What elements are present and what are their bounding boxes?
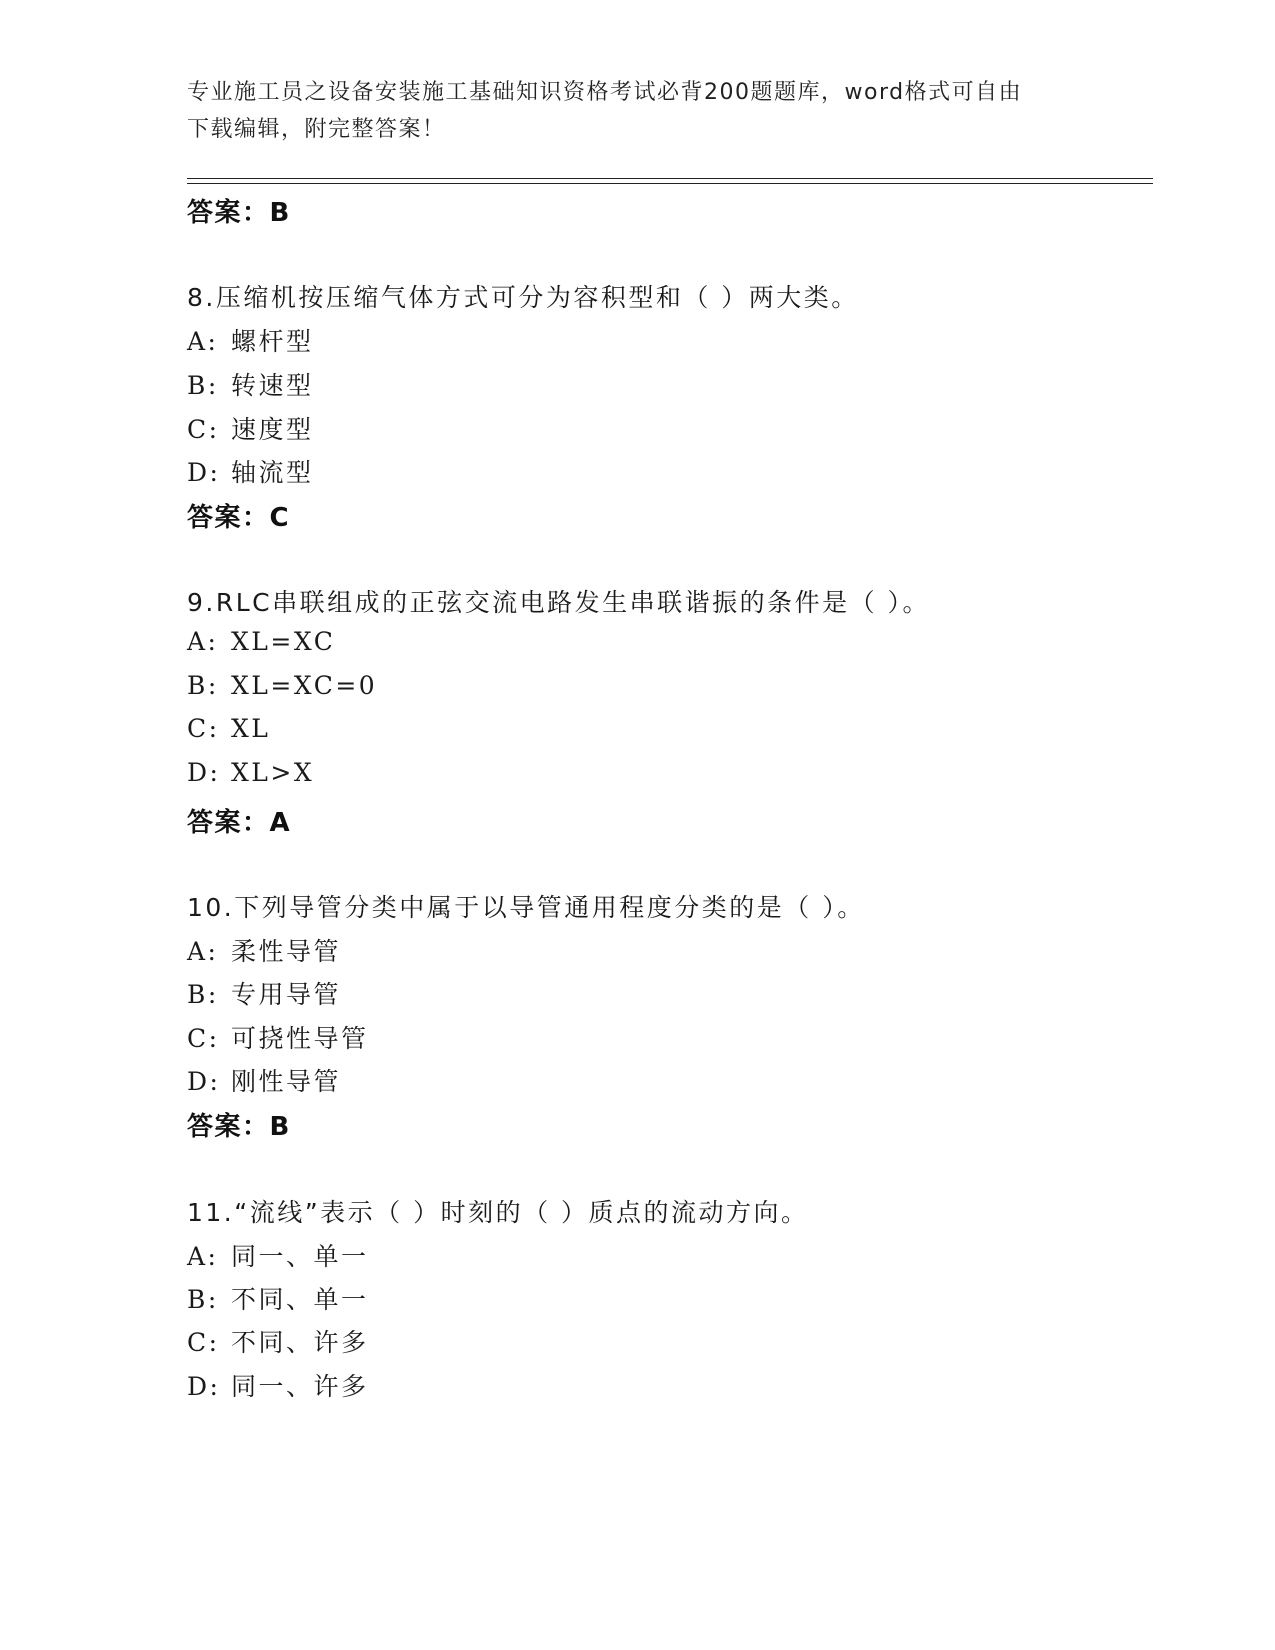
header-line-2: 下载编辑，附完整答案！	[187, 117, 446, 142]
option-b	[187, 975, 341, 1011]
answer-label: 答案：B	[187, 198, 291, 228]
option-c	[187, 1019, 369, 1055]
option-text: 同一、许多	[231, 1372, 369, 1401]
option-letter: D:	[187, 1067, 221, 1096]
header-divider-bottom	[187, 183, 1153, 184]
question-stem: 11.“流线”表示（ ）时刻的（ ）质点的流动方向。	[187, 1198, 809, 1227]
option-d	[187, 453, 314, 489]
option-a	[187, 322, 314, 358]
option-a	[187, 627, 335, 656]
option-text: 不同、许多	[231, 1328, 369, 1357]
question-stem: 8.压缩机按压缩气体方式可分为容积型和（ ）两大类。	[187, 283, 859, 312]
option-text: 转速型	[231, 371, 314, 400]
option-c	[187, 714, 270, 743]
option-text: 专用导管	[231, 980, 342, 1009]
option-d	[187, 1062, 341, 1098]
option-letter: C:	[187, 1024, 220, 1053]
option-d	[187, 1367, 369, 1403]
option-letter: A:	[187, 327, 219, 356]
option-text: 同一、单一	[231, 1242, 369, 1271]
option-c	[187, 410, 314, 446]
option-letter: A:	[187, 937, 219, 966]
document-header	[187, 74, 1087, 148]
option-letter: D:	[187, 758, 221, 787]
option-text: XL	[231, 714, 271, 743]
option-letter: A:	[187, 1242, 219, 1271]
option-letter: B:	[187, 1285, 219, 1314]
answer-label: 答案：A	[187, 808, 292, 838]
option-letter: C:	[187, 415, 220, 444]
option-b	[187, 671, 377, 700]
option-letter: C:	[187, 1328, 220, 1357]
option-letter: D:	[187, 1372, 221, 1401]
option-letter: D:	[187, 458, 221, 487]
option-text: 刚性导管	[231, 1067, 342, 1096]
header-divider-top	[187, 178, 1153, 179]
header-line-1: 专业施工员之设备安装施工基础知识资格考试必背200题题库，word格式可自由	[187, 80, 1023, 105]
option-text: 螺杆型	[231, 327, 314, 356]
option-a	[187, 932, 341, 968]
option-letter: C:	[187, 714, 220, 743]
option-text: XL>X	[231, 758, 315, 787]
question-stem: 9.RLC串联组成的正弦交流电路发生串联谐振的条件是（ ）。	[187, 588, 931, 617]
option-c	[187, 1323, 369, 1359]
option-text: 可挠性导管	[231, 1024, 369, 1053]
option-text: 速度型	[231, 415, 314, 444]
option-letter: B:	[187, 671, 219, 700]
question-stem: 10.下列导管分类中属于以导管通用程度分类的是（ ）。	[187, 893, 865, 922]
option-b	[187, 1280, 369, 1316]
option-text: 不同、单一	[231, 1285, 369, 1314]
option-a	[187, 1237, 369, 1273]
option-text: XL=XC	[231, 627, 336, 656]
option-text: 柔性导管	[231, 937, 342, 966]
answer-label: 答案：B	[187, 1112, 291, 1142]
option-letter: A:	[187, 627, 219, 656]
option-d	[187, 758, 314, 787]
option-b	[187, 366, 314, 402]
option-letter: B:	[187, 980, 219, 1009]
answer-label: 答案：C	[187, 503, 291, 533]
option-letter: B:	[187, 371, 219, 400]
option-text: XL=XC=0	[231, 671, 378, 700]
option-text: 轴流型	[231, 458, 314, 487]
